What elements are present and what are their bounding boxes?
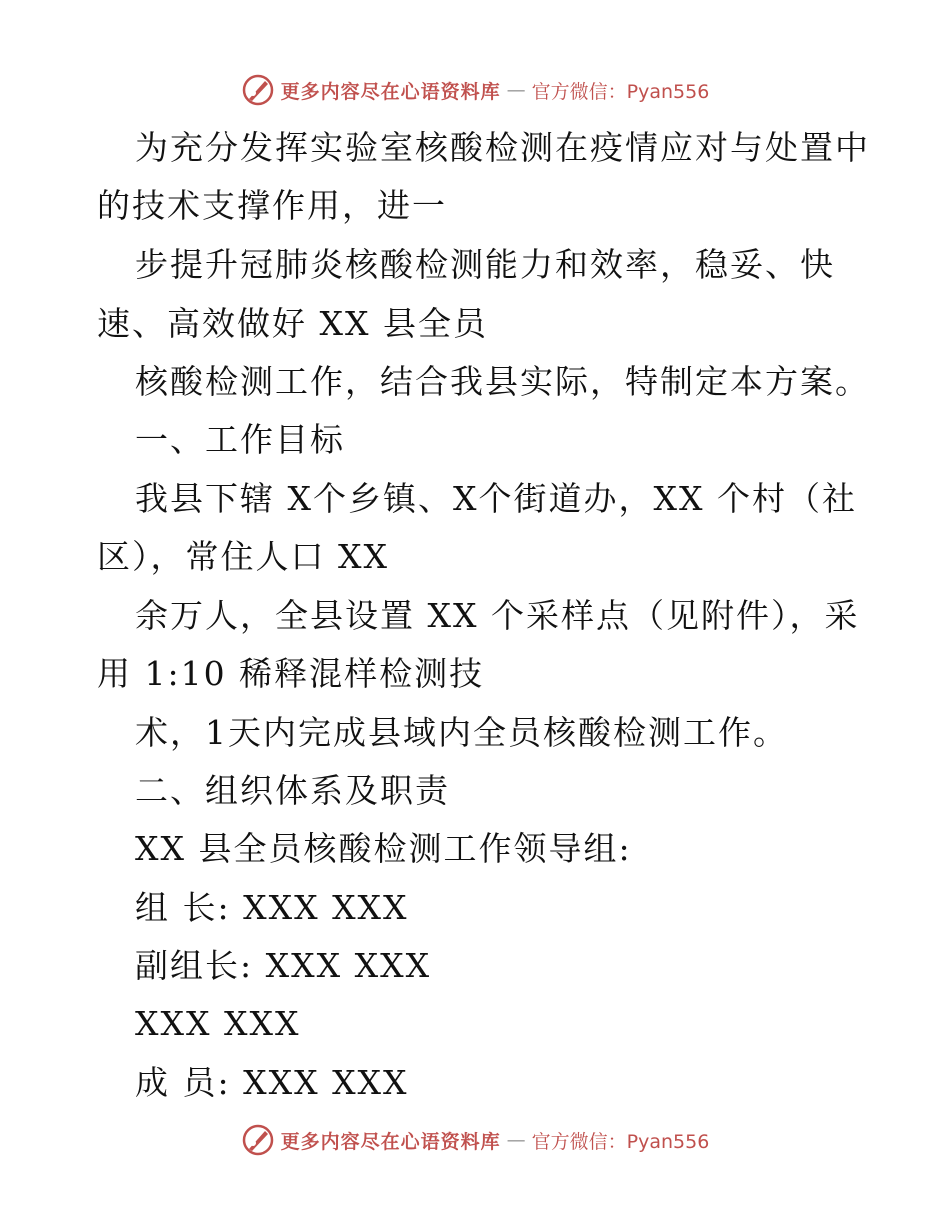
section-heading: 一、工作目标 xyxy=(135,420,345,459)
paragraph-line: 用 1:10 稀释混样检测技 xyxy=(97,654,485,693)
banner-wechat: 官方微信：Pyan556 xyxy=(531,80,710,103)
paragraph-line: 术，1天内完成县域内全员核酸检测工作。 xyxy=(135,713,788,752)
section-heading: 二、组织体系及职责 xyxy=(135,771,450,810)
paragraph-line: 的技术支撑作用，进一 xyxy=(97,186,447,225)
paragraph-line: 为充分发挥实验室核酸检测在疫情应对与处置中 xyxy=(135,128,870,167)
banner-wechat: 官方微信：Pyan556 xyxy=(531,1130,710,1153)
paragraph-line: 核酸检测工作，结合我县实际，特制定本方案。 xyxy=(135,362,870,401)
paragraph-line: 成 员: XXX XXX xyxy=(135,1063,409,1102)
banner-title: 更多内容尽在心语资料库 xyxy=(280,1130,501,1153)
paragraph-line: 步提升冠肺炎核酸检测能力和效率，稳妥、快 xyxy=(135,245,835,284)
paragraph-line: 副组长: XXX XXX xyxy=(135,946,432,985)
footer-banner xyxy=(0,1120,950,1160)
paragraph-line: XXX XXX xyxy=(135,1004,301,1043)
paragraph-line: 组 长: XXX XXX xyxy=(135,888,409,927)
banner-title: 更多内容尽在心语资料库 xyxy=(280,80,501,103)
paragraph-line: 余万人，全县设置 XX 个采样点（见附件），采 xyxy=(135,596,860,635)
paragraph-line: XX 县全员核酸检测工作领导组: xyxy=(135,829,632,868)
banner-separator: — xyxy=(506,79,526,101)
banner-separator: — xyxy=(506,1129,526,1151)
paragraph-line: 速、高效做好 XX 县全员 xyxy=(97,304,488,343)
paragraph-line: 区），常住人口 XX xyxy=(97,537,389,576)
paragraph-line: 我县下辖 X个乡镇、X个街道办，XX 个村（社 xyxy=(135,479,857,518)
quill-circle-icon xyxy=(241,1123,275,1157)
